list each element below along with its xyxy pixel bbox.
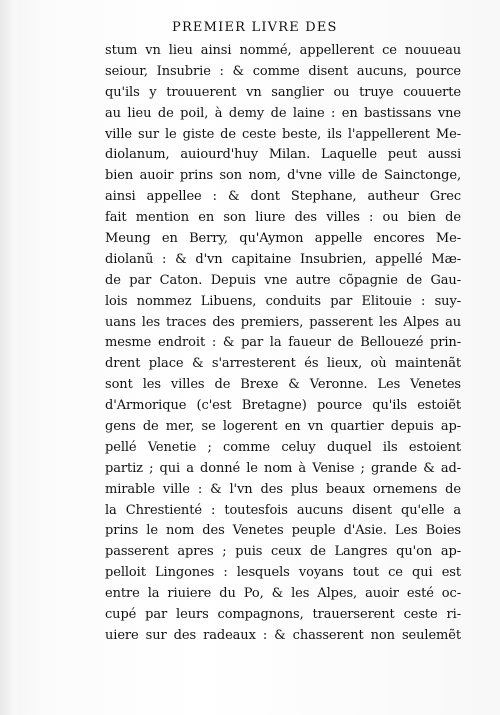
text-line: sont les villes de Brexe & Veronne. Les Venetes [105,377,461,393]
text-line: fait mention en son liure des villes : ou bien de [105,210,461,226]
text-line: stum vn lieu ainsi nommé, appellerent ce nouueau [105,43,461,58]
text-line: bien auoir prins son nom, d'vne ville de Sainctonge, [105,168,461,184]
text-line: mesme endroit : & par la faueur de Bellouezé prin- [105,335,461,351]
text-line: entre la riuiere du Po, & les Alpes, auoir esté oc- [105,586,461,602]
text-line: ville sur le giste de ceste beste, ils l'appellerent Me- [105,126,461,142]
body-text [105,41,461,647]
text-line: drent place & s'arresterent és lieux, où maintenãt [105,356,461,372]
text-line: diolanũ : & d'vn capitaine Insubrien, appellé Mæ- [105,251,461,267]
text-line: diolanum, auiourd'huy Milan. Laquelle peut aussi [105,147,461,163]
text-line: seiour, Insubrie : & comme disent aucuns, pource [105,63,461,79]
text-line: partiz ; qui a donné le nom à Venise ; grande & ad- [105,460,461,476]
text-line: la Chrestienté : toutesfois aucuns disent qu'elle a [105,502,461,518]
text-line: qu'ils y trouuerent vn sanglier ou truye couuerte [105,84,461,100]
text-line: cupé par leurs compagnons, trauerserent ceste ri- [105,607,461,623]
text-line: Meung en Berry, qu'Aymon appelle encores Me- [105,231,461,247]
text-line: au lieu de poil, à demy de laine : en bastissans vne [105,105,461,121]
text-line: uiere sur des radeaux : & chasserent non seulemẽt [105,627,461,643]
text-line: gens de mer, se logerent en vn quartier depuis ap- [105,419,461,435]
text-line: uans les traces des premiers, passerent les Alpes au [105,314,461,330]
text-line: pellé Venetie ; comme celuy duquel ils estoient [105,439,461,455]
text-line: lois nommez Libuens, conduits par Elitouie : suy- [105,293,461,309]
text-line: mirable ville : & l'vn des plus beaux ornemens de [105,481,461,497]
text-line: prins le nom des Venetes peuple d'Asie. Les Boies [105,523,461,539]
running-head: PREMIER LIVRE DES [172,20,338,35]
text-line: passerent apres ; puis ceux de Langres qu'on ap- [105,544,461,560]
gutter-shadow [0,0,20,715]
text-line: pelloit Lingones : lesquels voyans tout ce qui est [105,565,461,581]
text-line: d'Armorique (c'est Bretagne) pource qu'ils estoiẽt [105,398,461,414]
text-line: ainsi appellee : & dont Stephane, autheur Grec [105,189,461,205]
text-line: de par Caton. Depuis vne autre cõpagnie de Gau- [105,272,461,288]
